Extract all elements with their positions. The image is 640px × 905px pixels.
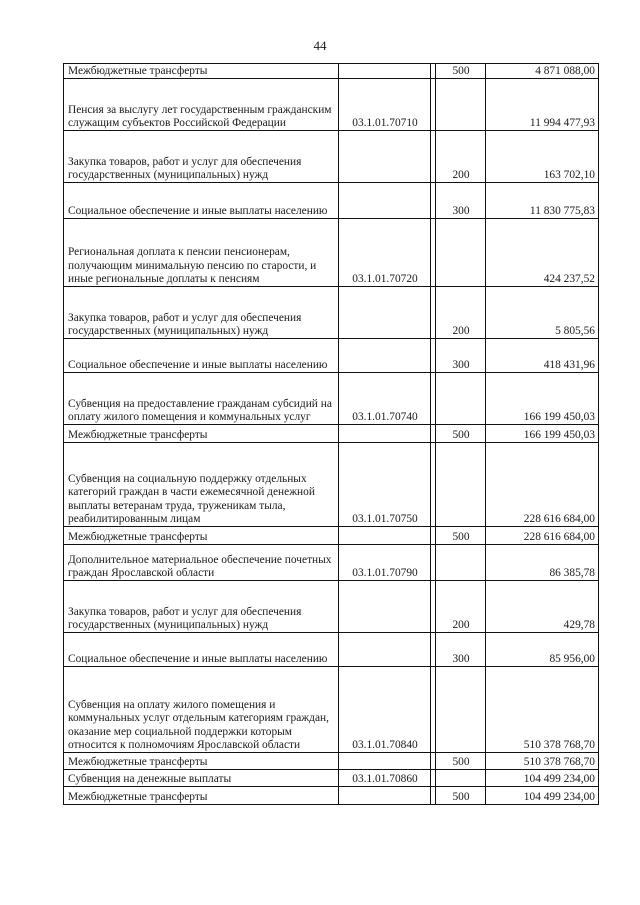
table-row	[64, 545, 599, 581]
row-code-cell	[339, 64, 431, 79]
row-code-cell	[339, 527, 431, 545]
table-row	[64, 770, 599, 787]
row-kind-cell: 200	[436, 287, 486, 339]
row-amount-cell: 228 616 684,00	[486, 443, 599, 527]
row-kind-cell	[436, 667, 486, 753]
row-amount-cell: 163 702,10	[486, 131, 599, 183]
table-row	[64, 64, 599, 79]
row-kind-cell	[436, 770, 486, 787]
row-name-cell: Субвенция на социальную поддержку отдельных категорий граждан в части ежемесячной денежной выплаты ветеранам труда, труженикам тыла, реабилитированным лицам	[64, 443, 339, 527]
row-kind-cell	[436, 443, 486, 527]
table-row	[64, 339, 599, 373]
table-row	[64, 425, 599, 443]
row-code-cell	[339, 425, 431, 443]
row-kind-cell: 200	[436, 131, 486, 183]
row-code-cell	[339, 787, 431, 805]
row-amount-cell: 85 956,00	[486, 633, 599, 667]
row-kind-cell: 300	[436, 183, 486, 219]
row-name-cell: Субвенция на оплату жилого помещения и коммунальных услуг отдельным категориям граждан, оказание мер социальной поддержки которым относится к полномочиям Ярославской области	[64, 667, 339, 753]
row-name-cell: Социальное обеспечение и иные выплаты населению	[64, 339, 339, 373]
row-code-cell: 03.1.01.70750	[339, 443, 431, 527]
table-row	[64, 527, 599, 545]
row-code-cell	[339, 287, 431, 339]
row-code-cell	[339, 581, 431, 633]
row-kind-cell	[436, 219, 486, 287]
row-amount-cell: 86 385,78	[486, 545, 599, 581]
row-name-cell: Межбюджетные трансферты	[64, 527, 339, 545]
row-amount-cell: 510 378 768,70	[486, 667, 599, 753]
row-kind-cell: 500	[436, 425, 486, 443]
table-row	[64, 443, 599, 527]
row-code-cell: 03.1.01.70740	[339, 373, 431, 425]
table-row	[64, 787, 599, 805]
row-kind-cell: 200	[436, 581, 486, 633]
row-code-cell: 03.1.01.70790	[339, 545, 431, 581]
row-code-cell: 03.1.01.70860	[339, 770, 431, 787]
budget-table-body	[64, 64, 599, 805]
row-name-cell: Социальное обеспечение и иные выплаты населению	[64, 633, 339, 667]
row-amount-cell: 11 830 775,83	[486, 183, 599, 219]
table-row	[64, 79, 599, 131]
row-kind-cell: 300	[436, 633, 486, 667]
table-row	[64, 219, 599, 287]
table-row	[64, 633, 599, 667]
table-row	[64, 667, 599, 753]
row-amount-cell: 510 378 768,70	[486, 753, 599, 770]
row-amount-cell: 5 805,56	[486, 287, 599, 339]
row-code-cell	[339, 131, 431, 183]
row-kind-cell: 500	[436, 64, 486, 79]
row-amount-cell: 11 994 477,93	[486, 79, 599, 131]
row-kind-cell: 500	[436, 787, 486, 805]
row-name-cell: Закупка товаров, работ и услуг для обеспечения государственных (муниципальных) нужд	[64, 287, 339, 339]
row-name-cell: Закупка товаров, работ и услуг для обеспечения государственных (муниципальных) нужд	[64, 131, 339, 183]
row-kind-cell: 300	[436, 339, 486, 373]
row-kind-cell: 500	[436, 527, 486, 545]
row-code-cell: 03.1.01.70840	[339, 667, 431, 753]
row-code-cell: 03.1.01.70710	[339, 79, 431, 131]
row-code-cell	[339, 753, 431, 770]
row-name-cell: Субвенция на денежные выплаты	[64, 770, 339, 787]
row-amount-cell: 424 237,52	[486, 219, 599, 287]
row-amount-cell: 418 431,96	[486, 339, 599, 373]
row-name-cell: Пенсия за выслугу лет государственным гражданским служащим субъектов Российской Федерации	[64, 79, 339, 131]
table-row	[64, 183, 599, 219]
row-code-cell	[339, 633, 431, 667]
page-number: 44	[313, 38, 327, 53]
table-row	[64, 581, 599, 633]
row-code-cell	[339, 339, 431, 373]
table-row	[64, 131, 599, 183]
row-name-cell: Социальное обеспечение и иные выплаты населению	[64, 183, 339, 219]
row-code-cell: 03.1.01.70720	[339, 219, 431, 287]
table-row	[64, 287, 599, 339]
row-kind-cell: 500	[436, 753, 486, 770]
row-name-cell: Дополнительное материальное обеспечение почетных граждан Ярославской области	[64, 545, 339, 581]
row-kind-cell	[436, 373, 486, 425]
row-name-cell: Региональная доплата к пенсии пенсионерам, получающим минимальную пенсию по старости, и иные региональные доплаты к пенсиям	[64, 219, 339, 287]
row-name-cell: Субвенция на предоставление гражданам субсидий на оплату жилого помещения и коммунальных услуг	[64, 373, 339, 425]
table-row	[64, 753, 599, 770]
row-name-cell: Межбюджетные трансферты	[64, 64, 339, 79]
row-amount-cell: 228 616 684,00	[486, 527, 599, 545]
budget-table	[63, 63, 599, 805]
row-amount-cell: 429,78	[486, 581, 599, 633]
row-amount-cell: 4 871 088,00	[486, 64, 599, 79]
row-kind-cell	[436, 79, 486, 131]
row-amount-cell: 104 499 234,00	[486, 770, 599, 787]
row-amount-cell: 104 499 234,00	[486, 787, 599, 805]
row-name-cell: Межбюджетные трансферты	[64, 787, 339, 805]
row-name-cell: Межбюджетные трансферты	[64, 425, 339, 443]
row-amount-cell: 166 199 450,03	[486, 425, 599, 443]
row-name-cell: Закупка товаров, работ и услуг для обеспечения государственных (муниципальных) нужд	[64, 581, 339, 633]
row-code-cell	[339, 183, 431, 219]
row-amount-cell: 166 199 450,03	[486, 373, 599, 425]
table-row	[64, 373, 599, 425]
row-name-cell: Межбюджетные трансферты	[64, 753, 339, 770]
row-kind-cell	[436, 545, 486, 581]
